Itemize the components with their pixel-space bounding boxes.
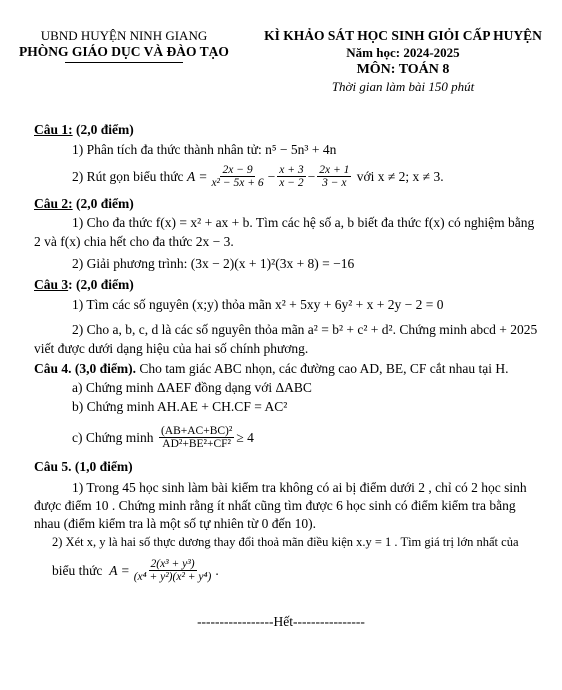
q1-expr-A: A = xyxy=(186,168,208,184)
q3-part1: 1) Tìm các số nguyên (x;y) thỏa mãn x² + 5xy + 6y² + x + 2y − 2 = 0 xyxy=(72,297,444,312)
q5-part1-line1: 1) Trong 45 học sinh làm bài kiểm tra không có ai bị điểm dưới 2 , chỉ có 2 học sinh xyxy=(72,480,527,495)
office-name: PHÒNG GIÁO DỤC VÀ ĐÀO TẠO xyxy=(19,44,229,60)
q5-dot: . xyxy=(215,562,219,578)
q2-title: Câu 2: xyxy=(34,196,73,211)
school-year: Năm học: 2024-2025 xyxy=(346,44,460,60)
q5-part1-line3: nhau (điểm kiểm tra là một số tự nhiên từ 0 đến 10). xyxy=(34,516,316,531)
header-left xyxy=(14,28,234,63)
q4-inequality: ≥ 4 xyxy=(236,429,254,445)
time-allowed: Thời gian làm bài 150 phút xyxy=(331,78,475,94)
q4-part-c xyxy=(72,418,254,458)
q1-part1: 1) Phân tích đa thức thành nhân tử: n⁵ − 5n³ + 4n xyxy=(72,142,337,157)
q5-part2-line1: 2) Xét x, y là hai số thực dương thay đổi thoả mãn điều kiện x.y = 1 . Tìm giá trị lớn nhất của xyxy=(52,535,519,549)
q4-part-c-prefix: c) Chứng minh xyxy=(72,429,154,445)
exam-title: KÌ KHẢO SÁT HỌC SINH GIỎI CẤP HUYỆN xyxy=(264,28,542,43)
q5-part2-line2 xyxy=(52,551,219,591)
q5-title: Câu 5. (1,0 điểm) xyxy=(34,459,133,474)
q5-part2-prefix: biểu thức xyxy=(52,562,103,578)
end-marker: -----------------Hết---------------- xyxy=(197,614,365,629)
q2-part2: 2) Giải phương trình: (3x − 2)(x + 1)²(3x + 8) = −16 xyxy=(72,256,355,271)
q1-fraction-2: $\frac{x + 3}{x - 2}$ xyxy=(279,163,304,190)
q4-title: Câu 4. (3,0 điểm). xyxy=(34,361,136,376)
q1-part2-prefix: 2) Rút gọn biểu thức xyxy=(72,168,184,184)
q4-intro: Cho tam giác ABC nhọn, các đường cao AD, BE, CF cắt nhau tại H. xyxy=(136,361,509,376)
q5-heading xyxy=(34,459,133,476)
q2-part1-line2: 2 và f(x) chia hết cho đa thức 2x − 3. xyxy=(34,234,234,249)
q3-heading xyxy=(34,277,134,294)
q1-points: (2,0 điểm) xyxy=(72,122,134,137)
q2-heading xyxy=(34,196,134,213)
header-right xyxy=(258,28,548,95)
department-name: UBND HUYỆN NINH GIANG xyxy=(40,28,208,43)
q4-part-b: b) Chứng minh AH.AE + CH.CF = AC² xyxy=(72,399,288,414)
q1-fraction-3: $\frac{2x + 1}{3 - x}$ xyxy=(319,163,350,190)
q4-fraction: $\frac{\text{(AB+AC+BC)²}}{\text{AD²+BE²+CF²}}$ xyxy=(160,424,233,451)
q1-heading xyxy=(34,122,134,139)
q1-title: Câu 1: xyxy=(34,122,73,137)
q5-expr-A: A = xyxy=(109,562,130,578)
q5-fraction: $\frac{\text{2(x³ + y³)}}{\text{(x⁴ + y²)(x² + y⁴)}}$ xyxy=(133,557,212,584)
q2-points: (2,0 điểm) xyxy=(72,196,134,211)
q1-part2: 2) Rút gọn biểu thức A = $\frac{2x - 9}{\text{x² − 5x + 6}}$ − $\frac{x + 3}{x - 2}$ − $\frac{2x + 1}{3 - x}$ với x ≠ 2; x ≠ 3. xyxy=(72,163,444,190)
q5-part1-line2: được điểm 10 . Chứng minh rằng ít nhất cũng tìm được 6 học sinh có điểm kiểm tra bằng xyxy=(34,498,516,513)
q1-fraction-1: $\frac{2x - 9}{\text{x² − 5x + 6}}$ xyxy=(211,163,264,190)
header-rule xyxy=(65,62,183,63)
q4-part-a: a) Chứng minh ΔAEF đồng dạng với ΔABC xyxy=(72,380,312,395)
subject: MÔN: TOÁN 8 xyxy=(356,62,450,78)
q3-points: : (2,0 điểm) xyxy=(68,277,134,292)
q1-condition: với x ≠ 2; x ≠ 3. xyxy=(356,168,444,184)
q3-part2-line2: viết được dưới dạng hiệu của hai số chính phương. xyxy=(34,341,309,356)
q3-title: Câu 3 xyxy=(34,277,69,292)
q3-part2-line1: 2) Cho a, b, c, d là các số nguyên thỏa mãn a² = b² + c² + d². Chứng minh abcd + 2025 xyxy=(72,322,538,337)
q2-part1-line1: 1) Cho đa thức f(x) = x² + ax + b. Tìm các hệ số a, b biết đa thức f(x) có nghiệm bằng xyxy=(72,215,535,230)
q4-heading xyxy=(34,361,509,378)
